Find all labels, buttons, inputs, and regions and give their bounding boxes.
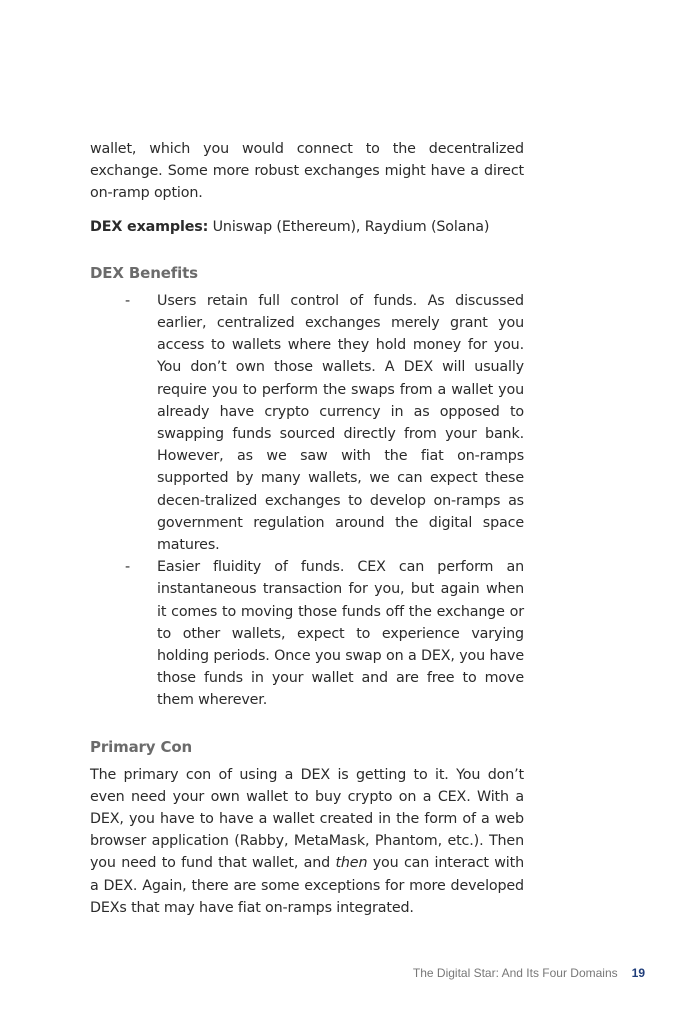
list-item: [125, 556, 524, 711]
dex-examples-text: Uniswap (Ethereum), Raydium (Solana): [208, 218, 490, 235]
primary-con-emphasis: then: [335, 855, 368, 872]
page-number: 19: [631, 966, 645, 980]
list-item-text: Easier fluidity of funds. CEX can perform an instantaneous transaction for you, but again when it comes to moving those funds off the exchange or to other wallets, expect to experience varying holding periods. Once you swap on a DEX, you have those funds in your wallet and are free to move them wherever.: [157, 559, 524, 709]
primary-con-paragraph: [90, 764, 524, 919]
dex-examples-label: DEX examples:: [90, 218, 209, 235]
bullet-dash: -: [125, 559, 131, 576]
dex-examples: [90, 216, 524, 238]
dex-benefits-list: [90, 290, 524, 712]
list-item: [125, 290, 524, 556]
primary-con-text-before: The primary con of using a DEX is getting to it. You don’t even need your own wallet to buy crypto on a CEX. With a DEX, you have to have a wallet created in the form of a web browser application (Rabby, MetaMask, Phantom, etc.). Then you need to fund that wallet, and: [90, 766, 524, 872]
primary-con-text-after: you can interact with a DEX. Again, there are some exceptions for more developed DEXs that may have fiat on-ramps integrated.: [90, 855, 524, 916]
page-footer: [413, 964, 645, 982]
footer-book-title: The Digital Star: And Its Four Domains: [412, 966, 618, 980]
intro-paragraph: wallet, which you would connect to the decentralized exchange. Some more robust exchanges might have a direct on-ramp option.: [90, 141, 524, 202]
primary-con-heading: Primary Con: [90, 737, 193, 756]
list-item-text: Users retain full control of funds. As discussed earlier, centralized exchanges merely grant you access to wallets where they hold money for you. You don’t own those wallets. A DEX will usually require you to perform the swaps from a wallet you already have crypto currency in as opposed to swapping funds sourced directly from your bank. However, as we saw with the fiat on-ramps supported by many wallets, we can expect these decen-tralized exchanges to develop on-ramps as government regulation around the digital space matures.: [157, 292, 524, 554]
bullet-dash: -: [125, 292, 131, 309]
dex-benefits-heading: DEX Benefits: [90, 263, 198, 282]
page-content: [90, 138, 524, 919]
